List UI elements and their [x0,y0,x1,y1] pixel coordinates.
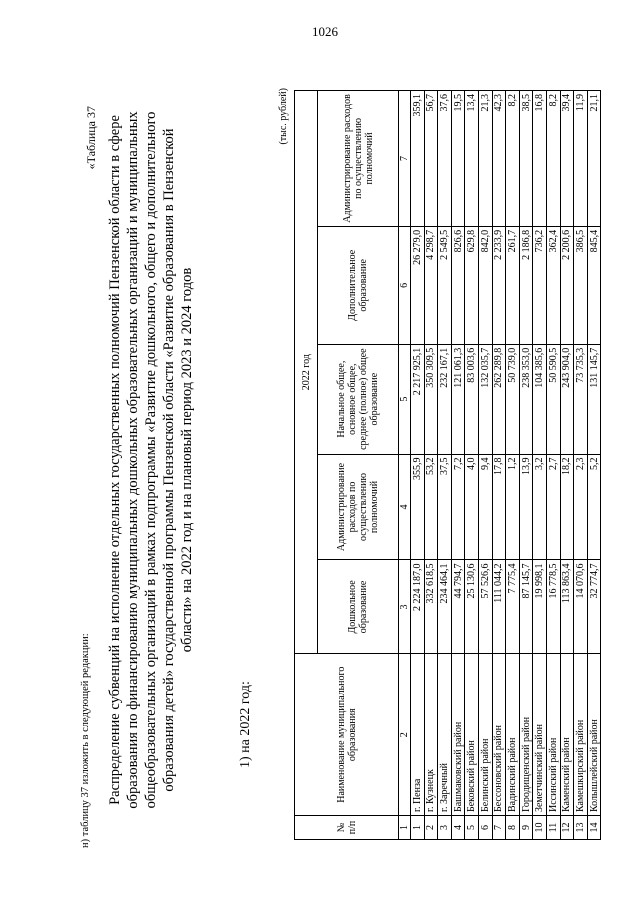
table-cell-v5: 21,3 [478,91,492,227]
table-row [451,91,465,840]
table-cell-v2: 1,2 [506,454,520,560]
table-row [478,91,492,840]
table-cell-v2: 2,3 [574,454,588,560]
table-cell-n: 1 [411,816,425,840]
header-num: № п/п [295,816,399,840]
table-cell-v3: 262 289,8 [492,344,506,454]
table-cell-v1: 87 145,7 [519,560,533,654]
table-cell-v3: 50 739,0 [506,344,520,454]
table-row [574,91,588,840]
table-cell-v1: 25 130,6 [465,560,479,654]
table-cell-v5: 359,1 [411,91,425,227]
table-cell-n: 4 [451,816,465,840]
table-cell-name: Земетчинский район [533,654,547,816]
header-admin-preschool: Администрирование расходов по осуществлению полномочий [318,454,399,560]
table-reference: «Таблица 37 [84,106,98,170]
table-cell-name: Бековский район [465,654,479,816]
table-cell-v4: 261,7 [506,226,520,344]
index-cell: 4 [399,454,411,560]
document-title: Распределение субвенций на исполнение отдельных государственных полномочий Пензенской области в сфере образования по финансированию муниципальных дошкольных образовательных организаций и муниципальных общеобразовательных организаций в рамках подпрограммы «Развитие дошкольного, общего и дополнительного образования детей» государственной программы Пензенской области «Развитие образования в Пензенской области» на 2022 год и на плановый период 2023 и 2024 годов [107,111,195,809]
table-cell-v1: 16 778,5 [546,560,560,654]
rotated-page-content [80,88,600,848]
table-cell-n: 7 [492,816,506,840]
header-general: Начальное общее, основное общее, среднее (полное) общее образование [318,344,399,454]
table-cell-n: 8 [506,816,520,840]
index-cell: 6 [399,226,411,344]
table-cell-name: Башмаковский район [451,654,465,816]
table-cell-v2: 17,8 [492,454,506,560]
table-cell-v1: 57 526,6 [478,560,492,654]
table-cell-name: Бессоновский район [492,654,506,816]
table-cell-v1: 234 464,1 [438,560,452,654]
table-cell-v5: 16,8 [533,91,547,227]
units-label: (тыс. рублей) [278,88,289,145]
table-cell-name: Иссинский район [546,654,560,816]
table-cell-v3: 50 590,5 [546,344,560,454]
table-row [587,91,601,840]
table-row [560,91,574,840]
table-cell-v2: 13,9 [519,454,533,560]
table-cell-v4: 26 279,0 [411,226,425,344]
index-cell: 7 [399,91,411,227]
table-cell-v2: 37,5 [438,454,452,560]
table-cell-v4: 386,5 [574,226,588,344]
table-row [438,91,452,840]
table-cell-n: 12 [560,816,574,840]
table-cell-v4: 2 233,9 [492,226,506,344]
subvention-table [294,90,601,840]
table-cell-v1: 7 775,4 [506,560,520,654]
table-cell-v2: 18,2 [560,454,574,560]
table-cell-v2: 3,2 [533,454,547,560]
table-cell-n: 9 [519,816,533,840]
table-cell-v5: 42,3 [492,91,506,227]
table-cell-n: 3 [438,816,452,840]
table-cell-v3: 73 735,3 [574,344,588,454]
table-cell-n: 11 [546,816,560,840]
amendment-note: н) таблицу 37 изложить в следующей редакции: [80,633,91,848]
table-cell-v1: 332 618,5 [424,560,438,654]
table-cell-v4: 842,0 [478,226,492,344]
table-cell-v5: 56,7 [424,91,438,227]
table-row [519,91,533,840]
table-cell-v3: 121 061,3 [451,344,465,454]
table-cell-v3: 83 003,6 [465,344,479,454]
table-cell-v4: 2 200,6 [560,226,574,344]
table-cell-v5: 21,1 [587,91,601,227]
table-row [465,91,479,840]
table-cell-v4: 4 298,7 [424,226,438,344]
index-cell: 5 [399,344,411,454]
index-cell: 1 [399,816,411,840]
table-cell-v3: 2 217 925,1 [411,344,425,454]
table-cell-n: 5 [465,816,479,840]
table-cell-v4: 845,4 [587,226,601,344]
table-cell-v2: 7,2 [451,454,465,560]
table-cell-v4: 2 186,8 [519,226,533,344]
table-row [424,91,438,840]
table-cell-n: 13 [574,816,588,840]
table-row [546,91,560,840]
table-cell-v2: 53,2 [424,454,438,560]
table-cell-v5: 11,9 [574,91,588,227]
table-cell-name: Колышлейский район [587,654,601,816]
table-cell-v3: 132 035,7 [478,344,492,454]
table-row [506,91,520,840]
table-cell-v4: 629,8 [465,226,479,344]
table-cell-name: Вадинский район [506,654,520,816]
table-cell-v1: 111 044,2 [492,560,506,654]
table-cell-v2: 355,9 [411,454,425,560]
index-cell: 3 [399,560,411,654]
table-cell-v5: 13,4 [465,91,479,227]
column-index-row [399,91,411,840]
table-cell-v1: 19 998,1 [533,560,547,654]
table-cell-v5: 39,4 [560,91,574,227]
table-row [411,91,425,840]
table-cell-n: 6 [478,816,492,840]
table-cell-v3: 350 309,5 [424,344,438,454]
table-cell-v3: 131 145,7 [587,344,601,454]
table-cell-v4: 736,2 [533,226,547,344]
table-cell-v5: 37,6 [438,91,452,227]
table-cell-v5: 8,2 [506,91,520,227]
table-cell-v4: 362,4 [546,226,560,344]
table-cell-v2: 9,4 [478,454,492,560]
page-number: 1026 [312,24,338,39]
table-cell-v4: 826,6 [451,226,465,344]
header-additional: Дополнительное образование [318,226,399,344]
header-name: Наименование муниципального образования [295,654,399,816]
table-cell-v5: 38,5 [519,91,533,227]
table-cell-name: Белинский район [478,654,492,816]
table-cell-v1: 44 794,7 [451,560,465,654]
table-cell-n: 2 [424,816,438,840]
header-year: 2022 год [295,91,318,654]
header-preschool: Дошкольное образование [318,560,399,654]
table-cell-v2: 5,2 [587,454,601,560]
table-cell-name: г. Заречный [438,654,452,816]
table-cell-v5: 8,2 [546,91,560,227]
table-cell-v3: 104 385,6 [533,344,547,454]
table-cell-name: г. Пенза [411,654,425,816]
table-cell-v2: 2,7 [546,454,560,560]
table-cell-name: Каменский район [560,654,574,816]
table-cell-v5: 19,5 [451,91,465,227]
table-cell-name: Городищенский район [519,654,533,816]
table-cell-v1: 2 224 187,0 [411,560,425,654]
table-row [492,91,506,840]
table-cell-n: 14 [587,816,601,840]
table-cell-name: Камешкирский район [574,654,588,816]
table-cell-v4: 2 549,5 [438,226,452,344]
table-cell-v1: 32 774,7 [587,560,601,654]
table-cell-v2: 4,0 [465,454,479,560]
section-heading: 1) на 2022 год: [238,681,253,768]
table-cell-v1: 14 070,6 [574,560,588,654]
table-cell-v1: 113 863,4 [560,560,574,654]
table-cell-v3: 238 353,0 [519,344,533,454]
table-row [533,91,547,840]
table-cell-name: г. Кузнецк [424,654,438,816]
table-cell-v3: 243 904,0 [560,344,574,454]
index-cell: 2 [399,654,411,816]
table-cell-v3: 232 167,1 [438,344,452,454]
header-admin-general: Администрирование расходов по осуществлению полномочий [318,91,399,227]
table-cell-n: 10 [533,816,547,840]
